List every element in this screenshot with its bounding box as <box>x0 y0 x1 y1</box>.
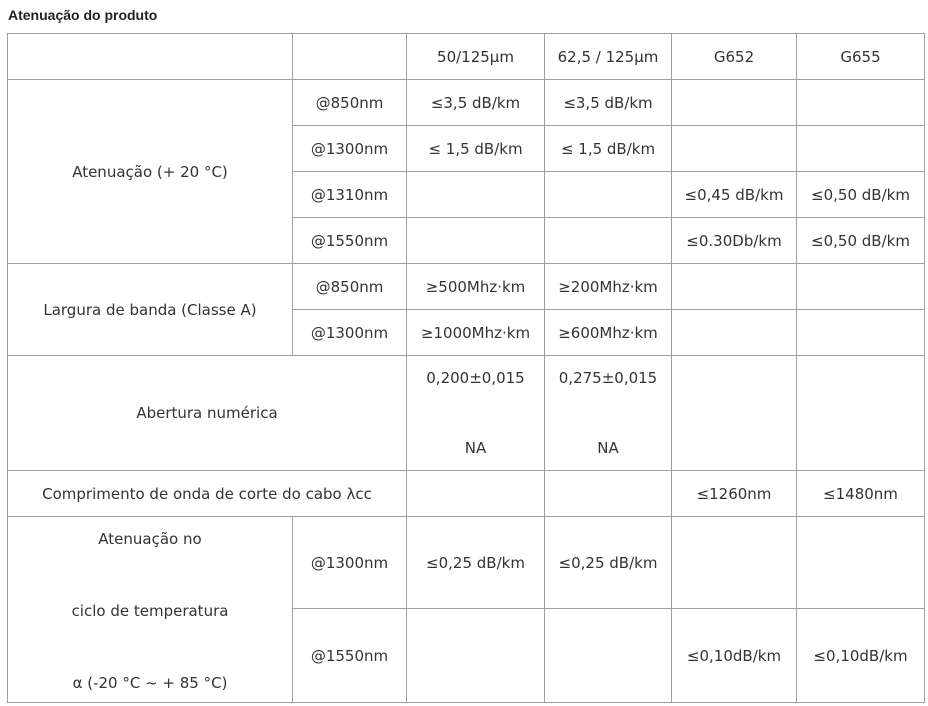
value-cell: ≤0,45 dB/km <box>672 172 797 218</box>
value-cell <box>672 356 797 471</box>
row-label-temperature-cycle <box>8 517 293 703</box>
value-cell: ≥1000Mhz·km <box>407 310 545 356</box>
na-value: 0,200±0,015 <box>426 369 525 387</box>
header-cell <box>8 34 293 80</box>
wavelength-cell: @850nm <box>293 80 407 126</box>
value-cell <box>797 80 925 126</box>
value-cell <box>797 310 925 356</box>
value-cell <box>672 310 797 356</box>
value-cell: ≤0,50 dB/km <box>797 172 925 218</box>
value-cell <box>797 356 925 471</box>
header-cell <box>293 34 407 80</box>
value-cell: ≤1480nm <box>797 471 925 517</box>
value-cell <box>407 172 545 218</box>
value-cell: ≥500Mhz·km <box>407 264 545 310</box>
value-cell: ≤ 1,5 dB/km <box>407 126 545 172</box>
value-cell <box>797 517 925 609</box>
value-cell: ≥600Mhz·km <box>545 310 672 356</box>
value-cell <box>545 356 672 471</box>
na-unit: NA <box>597 439 619 457</box>
na-value: 0,275±0,015 <box>558 369 658 387</box>
value-cell <box>407 471 545 517</box>
na-unit: NA <box>464 439 487 457</box>
value-cell: ≤3,5 dB/km <box>545 80 672 126</box>
table-row <box>8 517 925 609</box>
label-line: ciclo de temperatura <box>71 602 229 620</box>
value-cell: ≤0,50 dB/km <box>797 218 925 264</box>
value-cell <box>545 471 672 517</box>
value-cell: ≤0,25 dB/km <box>545 517 672 609</box>
value-cell <box>407 218 545 264</box>
value-cell <box>672 126 797 172</box>
label-line: α (-20 °C ~ + 85 °C) <box>72 674 228 692</box>
label-line: Atenuação no <box>98 530 202 548</box>
value-cell <box>407 609 545 703</box>
value-cell <box>407 356 545 471</box>
value-cell: ≤0.30Db/km <box>672 218 797 264</box>
wavelength-cell: @1300nm <box>293 310 407 356</box>
value-cell <box>545 609 672 703</box>
row-label-numerical-aperture: Abertura numérica <box>8 356 407 471</box>
value-cell: ≤ 1,5 dB/km <box>545 126 672 172</box>
value-cell <box>672 517 797 609</box>
wavelength-cell: @1550nm <box>293 218 407 264</box>
header-row <box>8 34 925 80</box>
wavelength-cell: @1300nm <box>293 517 407 609</box>
value-cell: ≤3,5 dB/km <box>407 80 545 126</box>
wavelength-cell: @1310nm <box>293 172 407 218</box>
header-cell: G655 <box>797 34 925 80</box>
wavelength-cell: @1300nm <box>293 126 407 172</box>
value-cell <box>797 126 925 172</box>
table-row <box>8 80 925 126</box>
header-cell: G652 <box>672 34 797 80</box>
row-label-bandwidth: Largura de banda (Classe A) <box>8 264 293 356</box>
header-cell: 62,5 / 125μm <box>545 34 672 80</box>
row-label-cutoff: Comprimento de onda de corte do cabo λcc <box>8 471 407 517</box>
wavelength-cell: @1550nm <box>293 609 407 703</box>
value-cell: ≤0,25 dB/km <box>407 517 545 609</box>
value-cell <box>545 218 672 264</box>
value-cell <box>672 80 797 126</box>
value-cell: ≤1260nm <box>672 471 797 517</box>
wavelength-cell: @850nm <box>293 264 407 310</box>
value-cell <box>797 264 925 310</box>
value-cell: ≤0,10dB/km <box>672 609 797 703</box>
table-row <box>8 356 925 471</box>
table-row <box>8 264 925 310</box>
page-title: Atenuação do produto <box>8 7 158 23</box>
header-cell: 50/125μm <box>407 34 545 80</box>
value-cell: ≥200Mhz·km <box>545 264 672 310</box>
value-cell <box>545 172 672 218</box>
table-row <box>8 471 925 517</box>
value-cell <box>672 264 797 310</box>
row-label-attenuation: Atenuação (+ 20 °C) <box>8 80 293 264</box>
value-cell: ≤0,10dB/km <box>797 609 925 703</box>
attenuation-table <box>7 33 925 703</box>
